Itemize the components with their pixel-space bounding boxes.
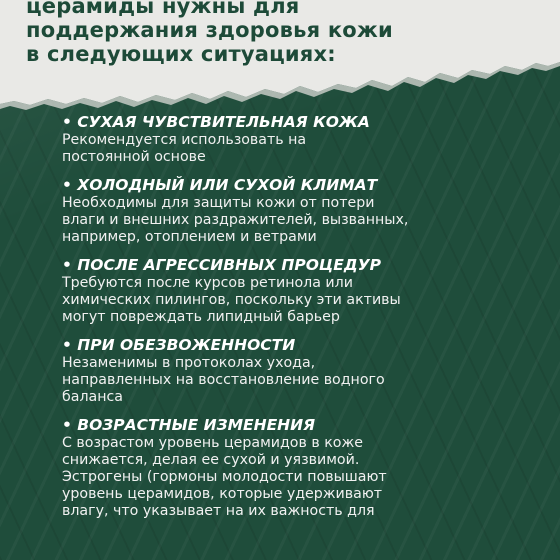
list-item-cold-dry-climate [62, 176, 552, 246]
item-text-line: постоянной основе [62, 149, 206, 165]
situations-list [62, 113, 552, 530]
item-title: • СУХАЯ ЧУВСТВИТЕЛЬНАЯ КОЖА [62, 113, 370, 131]
list-item-after-aggressive-procedures [62, 256, 552, 326]
list-item-dehydration [62, 336, 552, 406]
list-item-dry-sensitive-skin [62, 113, 552, 166]
item-text-line: уровень церамидов, которые удерживают [62, 486, 383, 502]
item-title: • ВОЗРАСТНЫЕ ИЗМЕНЕНИЯ [62, 416, 316, 434]
item-text-line: снижается, делая ее сухой и уязвимой. [62, 452, 360, 468]
header-title [26, 0, 526, 66]
item-description [62, 132, 552, 166]
item-title: • ПРИ ОБЕЗВОЖЕННОСТИ [62, 336, 296, 354]
item-text-line: химических пилингов, поскольку эти активы [62, 292, 401, 308]
list-item-age-changes [62, 416, 552, 520]
item-text-line: баланса [62, 389, 123, 405]
item-text-line: Необходимы для защиты кожи от потери [62, 195, 375, 211]
item-description [62, 435, 552, 520]
item-description [62, 275, 552, 326]
item-text-line: влагу, что указывает на их важность для [62, 503, 375, 519]
item-text-line: С возрастом уровень церамидов в коже [62, 435, 363, 451]
header-line: церамиды нужны для [26, 0, 300, 18]
item-text-line: влаги и внешних раздражителей, вызванных, [62, 212, 409, 228]
header-line: поддержания здоровья кожи [26, 18, 393, 42]
item-text-line: например, отоплением и ветрами [62, 229, 317, 245]
item-text-line: Требуются после курсов ретинола или [62, 275, 353, 291]
item-description [62, 355, 552, 406]
header-line: в следующих ситуациях: [26, 42, 336, 66]
item-text-line: Незаменимы в протоколах ухода, [62, 355, 316, 371]
item-text-line: Рекомендуется использовать на [62, 132, 307, 148]
item-text-line: Эстрогены (гормоны молодости повышают [62, 469, 387, 485]
item-title: • ХОЛОДНЫЙ ИЛИ СУХОЙ КЛИМАТ [62, 176, 378, 194]
item-description [62, 195, 552, 246]
item-title: • ПОСЛЕ АГРЕССИВНЫХ ПРОЦЕДУР [62, 256, 382, 274]
item-text-line: направленных на восстановление водного [62, 372, 385, 388]
item-text-line: могут повреждать липидный барьер [62, 309, 340, 325]
